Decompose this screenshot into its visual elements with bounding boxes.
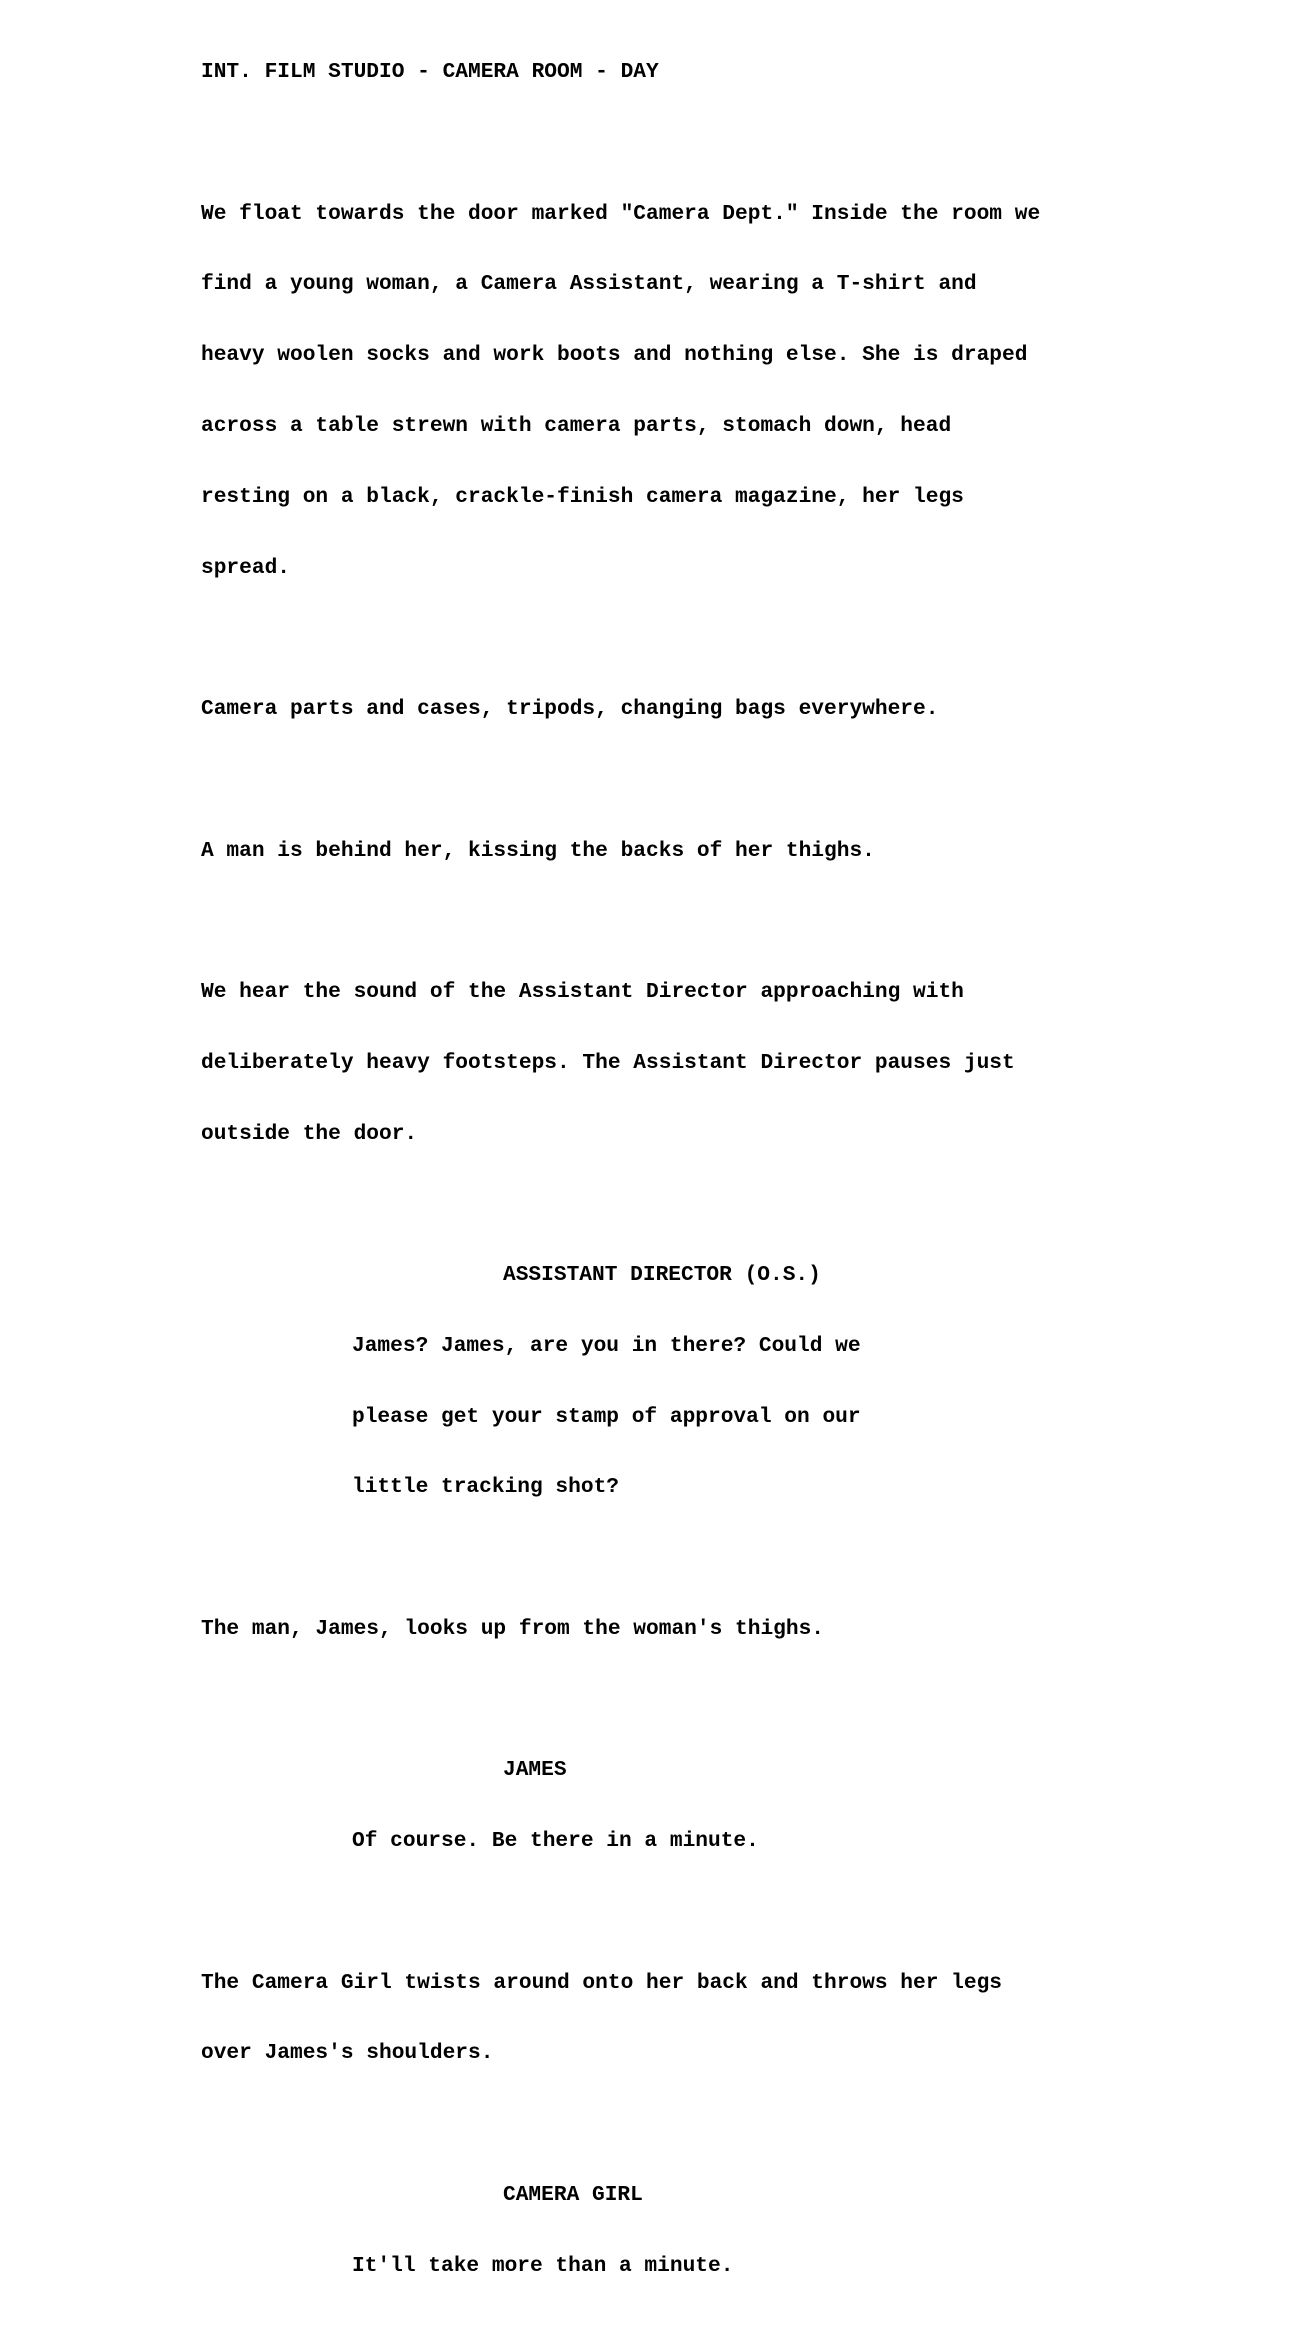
action-block-5 (201, 1571, 1081, 1689)
dialogue-block-1 (201, 1217, 1081, 1547)
screenplay-page (201, 14, 1081, 2349)
action-line: spread. (201, 555, 291, 580)
action-line: across a table strewn with camera parts, stomach down, head (201, 414, 952, 438)
action-line: outside the door. (201, 1121, 418, 1146)
scene-heading-text: INT. FILM STUDIO - CAMERA ROOM - DAY (201, 60, 659, 85)
dialogue-line: Of course. Be there in a minute. (352, 1829, 759, 1854)
action-line: The man, James, looks up from the woman's thighs. (201, 1616, 825, 1641)
action-line: resting on a black, crackle-finish camera magazine, her legs (201, 484, 964, 509)
character-name: CAMERA GIRL (503, 2182, 643, 2207)
action-block-6 (201, 1924, 1081, 2113)
action-line: deliberately heavy footsteps. The Assistant Director pauses just (201, 1050, 1015, 1075)
scene-heading (201, 14, 1081, 132)
dialogue-block-3 (201, 2137, 1081, 2326)
action-block-1 (201, 155, 1081, 627)
action-line: Camera parts and cases, tripods, changing bags everywhere. (201, 697, 939, 722)
action-line: We hear the sound of the Assistant Director approaching with (201, 979, 964, 1004)
dialogue-line: James? James, are you in there? Could we (352, 1333, 861, 1358)
action-line: heavy woolen socks and work boots and nothing else. She is draped (201, 343, 1028, 368)
dialogue-block-2 (201, 1712, 1081, 1901)
action-line: find a young woman, a Camera Assistant, wearing a T-shirt and (201, 272, 977, 297)
dialogue-line: It'll take more than a minute. (352, 2253, 734, 2278)
character-name: ASSISTANT DIRECTOR (O.S.) (503, 1263, 821, 1287)
action-line: We float towards the door marked "Camera Dept." Inside the room we (201, 201, 1041, 226)
dialogue-line: please get your stamp of approval on our (352, 1404, 861, 1429)
action-line: The Camera Girl twists around onto her back and throws her legs (201, 1970, 1003, 1995)
action-line: A man is behind her, kissing the backs of her thighs. (201, 838, 875, 863)
action-block-3 (201, 792, 1081, 910)
action-block-2 (201, 651, 1081, 769)
action-block-4 (201, 934, 1081, 1194)
character-name: JAMES (503, 1758, 567, 1783)
action-line: over James's shoulders. (201, 2041, 494, 2066)
dialogue-line: little tracking shot? (352, 1475, 620, 1500)
